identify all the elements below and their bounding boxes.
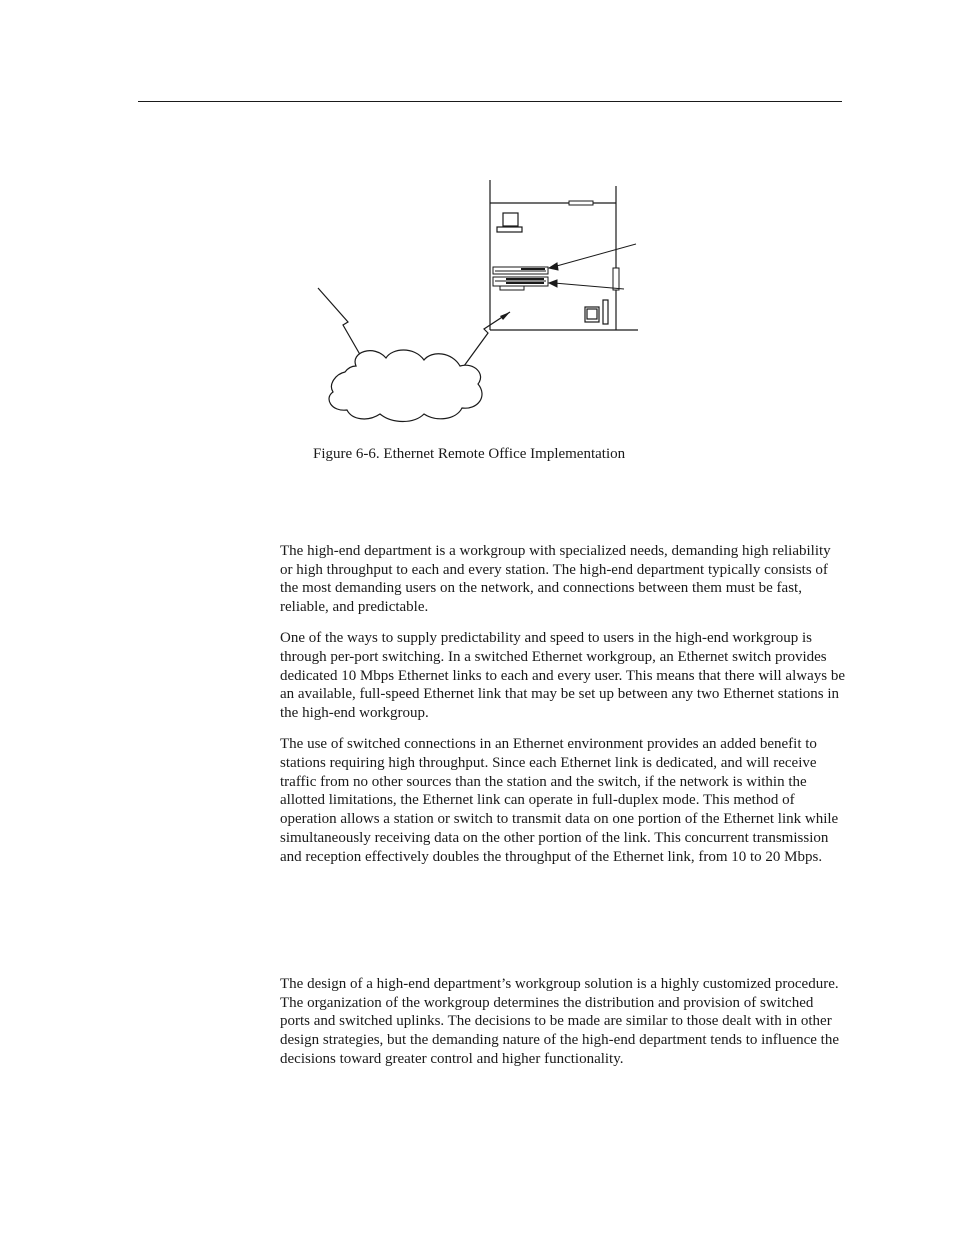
workstation-icon <box>585 300 608 324</box>
figure-caption: Figure 6-6. Ethernet Remote Office Implementation <box>313 446 626 462</box>
header-rule <box>138 101 842 102</box>
workstation-icon <box>497 213 522 232</box>
door-mark <box>613 268 619 290</box>
paragraph: The design of a high-end department’s workgroup solution is a highly customized procedure. The organization of the workgroup determines the distribution and provision of switched ports and switched uplinks. The decisions to be made are similar to those dealt with in other design strategies, but the demanding nature of the high-end department tends to influence the decisions toward greater control and higher functionality. <box>280 976 839 1067</box>
pointer-arrow <box>553 244 636 267</box>
wan-link-bolt <box>464 312 510 366</box>
window-mark <box>569 201 593 205</box>
paragraph: The use of switched connections in an Ethernet environment provides an added benefit to stations requiring high throughput. Since each Ethernet link is dedicated, and will receive traffic from no other sources than the station and the switch, if the network is within the allotted limitations, the Ethernet link can operate in full-duplex mode. This method of operation allows a station or switch to transmit data on one portion of the Ethernet link while simultaneously receiving data on the other portion of the link. This concurrent transmission and reception effectively doubles the throughput of the Ethernet link, from 10 to 20 Mbps. <box>280 736 839 865</box>
wan-cloud <box>329 350 482 422</box>
paragraph: One of the ways to supply predictability and speed to users in the high-end workgroup is through per-port switching. In a switched Ethernet workgroup, an Ethernet switch provides dedicated 10 Mbps Ethernet links to each and every user. This means that there will always be an available, full-speed Ethernet link that may be set up between any two Ethernet stations in the high-end workgroup. <box>280 630 845 722</box>
section-workgroup-design <box>280 975 846 1081</box>
section-high-end-department <box>280 542 846 879</box>
remote-office-diagram <box>310 176 650 436</box>
paragraph: The high-end department is a workgroup with specialized needs, demanding high reliability or high throughput to each and every station. The high-end department typically consists of the most demanding users on the network, and connections between them must be fast, reliable, and predictable. <box>280 543 831 616</box>
wan-link-bolt <box>318 288 366 365</box>
